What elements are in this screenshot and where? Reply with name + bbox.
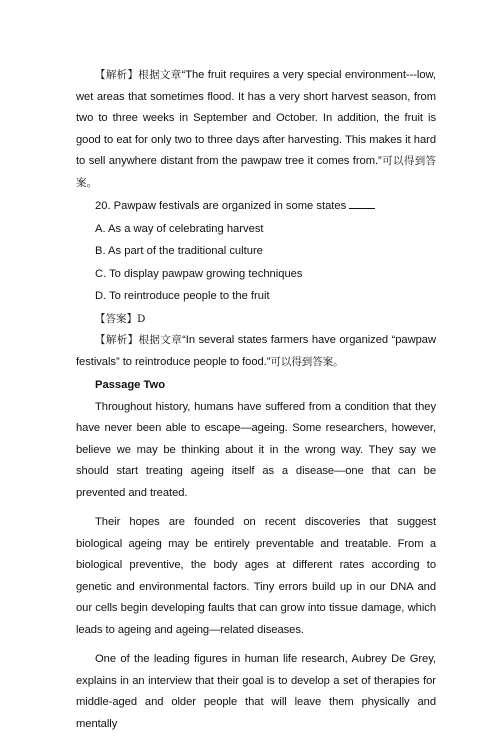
explanation-paragraph-q20 (76, 330, 436, 373)
option-b: B. As part of the traditional culture (95, 245, 263, 257)
option-d: D. To reintroduce people to the fruit (95, 290, 270, 302)
passage-title: Passage Two (95, 379, 166, 391)
passage-paragraph: Their hopes are founded on recent discoveries that suggest biological ageing may be entirely preventable and treatable. From a biological preventive, the body ages at different rates according to genetic and environmental factors. Tiny errors build up in our DNA and our cells begin developing faults that can grow into tissue damage, which leads to ageing and ageing—related diseases. (76, 516, 436, 636)
option-a: A. As a way of celebrating harvest (95, 222, 264, 235)
explanation-prefix: 【解析】根据文章 (95, 69, 182, 81)
explanation-paragraph-q19 (76, 65, 436, 194)
passage-paragraph: One of the leading figures in human life research, Aubrey De Grey, explains in an interview that their goal is to develop a set of therapies for middle-aged and older people that will leave them physically and mentally (76, 653, 436, 730)
question-20-stem (76, 195, 436, 218)
answer-blank (349, 199, 375, 209)
answer-line (76, 308, 436, 331)
explanation-quote: “In several states farmers have organized “pawpaw festivals” to reintroduce people to food.” (76, 334, 436, 368)
passage-paragraph: Throughout history, humans have suffered from a condition that they have never been able to escape—ageing. Some researchers, however, believe we may be thinking about it in the wrong way. They say we should start treating ageing itself as a disease—one that can be prevented and treated. (76, 400, 436, 499)
explanation-suffix: 可以得到答案。 (76, 155, 437, 189)
explanation-suffix: 可以得到答案。 (270, 355, 344, 368)
page-content (76, 65, 436, 743)
explanation-quote: “The fruit requires a very special environment---low, wet areas that sometimes flood. It has a very short harvest season, from two to three weeks in September and October. In addition, the fruit is good to eat for only two to three days after harvesting. This makes it hard to sell anywhere distant from the pawpaw tree it comes from.” (76, 69, 436, 167)
question-text: 20. Pawpaw festivals are organized in some states (95, 200, 347, 212)
option-c: C. To display pawpaw growing techniques (95, 267, 303, 280)
explanation-prefix: 【解析】根据文章 (95, 334, 183, 346)
answer-text: 【答案】D (95, 312, 146, 325)
